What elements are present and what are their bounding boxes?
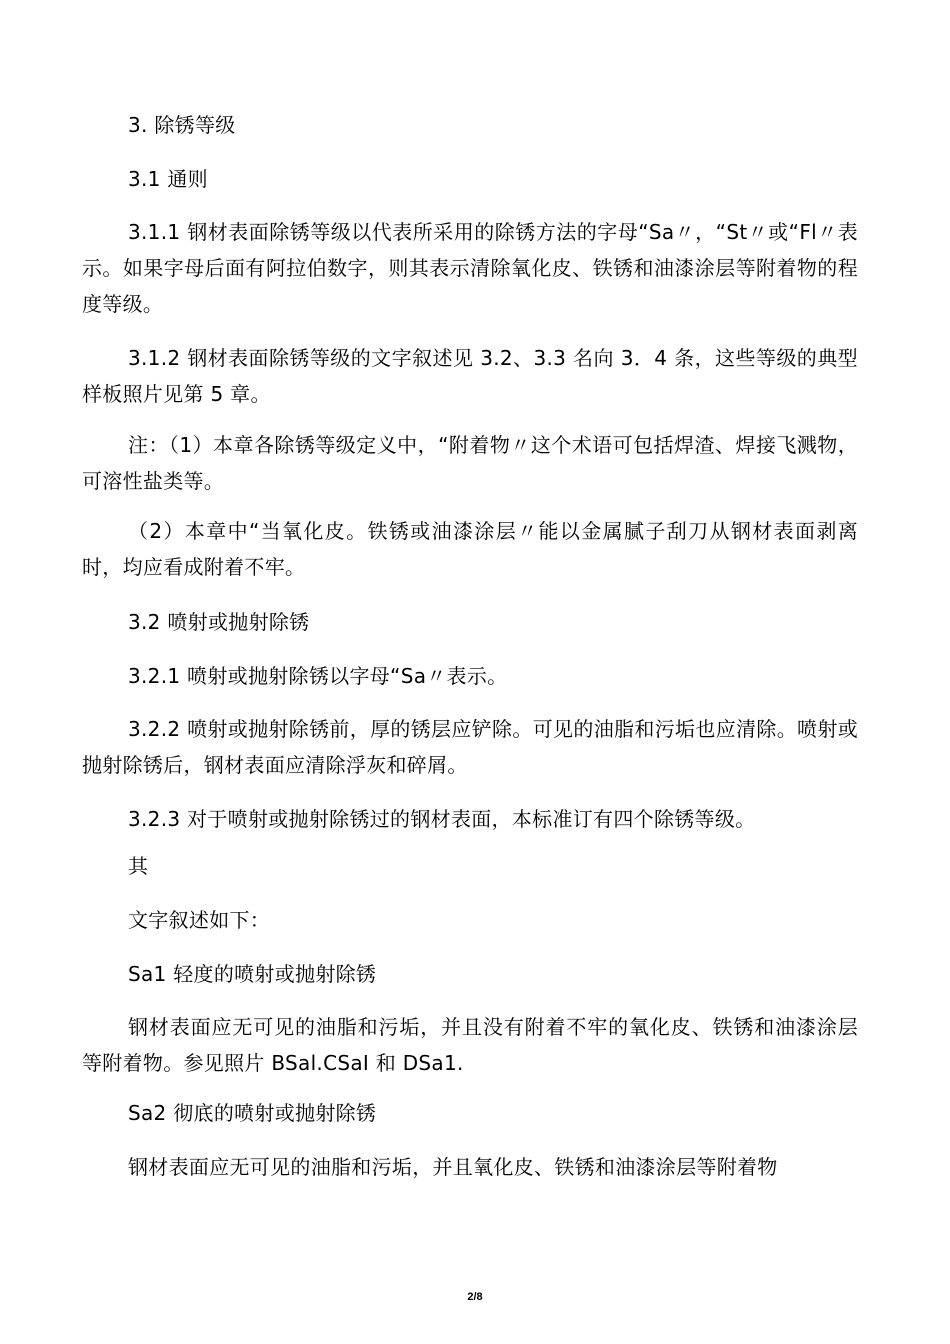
subsection-heading: 3.2 喷射或抛射除锈 bbox=[128, 610, 310, 634]
paragraph: 文字叙述如下： bbox=[128, 908, 271, 932]
paragraph: 3.2.2 喷射或抛射除锈前，厚的锈层应铲除。可见的油脂和污垢也应清除。喷射或抛射除锈后，钢材表面应清除浮灰和碎屑。 bbox=[82, 717, 858, 777]
paragraph: 3.2.1 喷射或抛射除锈以字母“Sa〃表示。 bbox=[128, 664, 508, 688]
paragraph: 3.2.3 对于喷射或抛射除锈过的钢材表面，本标准订有四个除锈等级。 bbox=[128, 807, 756, 831]
subsection-heading: 3.1 通则 bbox=[128, 167, 208, 191]
section-heading: 3. 除锈等级 bbox=[128, 113, 236, 137]
grade-heading: Sa2 彻底的喷射或抛射除锈 bbox=[128, 1101, 377, 1125]
page-number: 2/8 bbox=[467, 1291, 483, 1303]
paragraph: 3.1.1 钢材表面除锈等级以代表所采用的除锈方法的字母“Sa〃，“St〃或“Fl〃表示。如果字母后面有阿拉伯数字，则其表示清除氧化皮、铁锈和油漆涂层等附着物的程度等级。 bbox=[82, 220, 858, 316]
paragraph: 3.1.2 钢材表面除锈等级的文字叙述见 3.2、3.3 名向 3．4 条，这些等级的典型样板照片见第 5 章。 bbox=[82, 346, 858, 406]
grade-heading: Sa1 轻度的喷射或抛射除锈 bbox=[128, 962, 377, 986]
note-paragraph: 注：（1）本章各除锈等级定义中，“附着物〃这个术语可包括焊渣、焊接飞溅物，可溶性盐类等。 bbox=[82, 433, 858, 493]
paragraph: 其 bbox=[128, 854, 149, 878]
note-paragraph: （2）本章中“当氧化皮。铁锈或油漆涂层〃能以金属腻子刮刀从钢材表面剥离时，均应看成附着不牢。 bbox=[82, 519, 858, 579]
paragraph: 钢材表面应无可见的油脂和污垢，并且氧化皮、铁锈和油漆涂层等附着物 bbox=[128, 1155, 778, 1179]
paragraph: 钢材表面应无可见的油脂和污垢，并且没有附着不牢的氧化皮、铁锈和油漆涂层等附着物。参见照片 BSal.CSaI 和 DSa1. bbox=[82, 1015, 858, 1075]
